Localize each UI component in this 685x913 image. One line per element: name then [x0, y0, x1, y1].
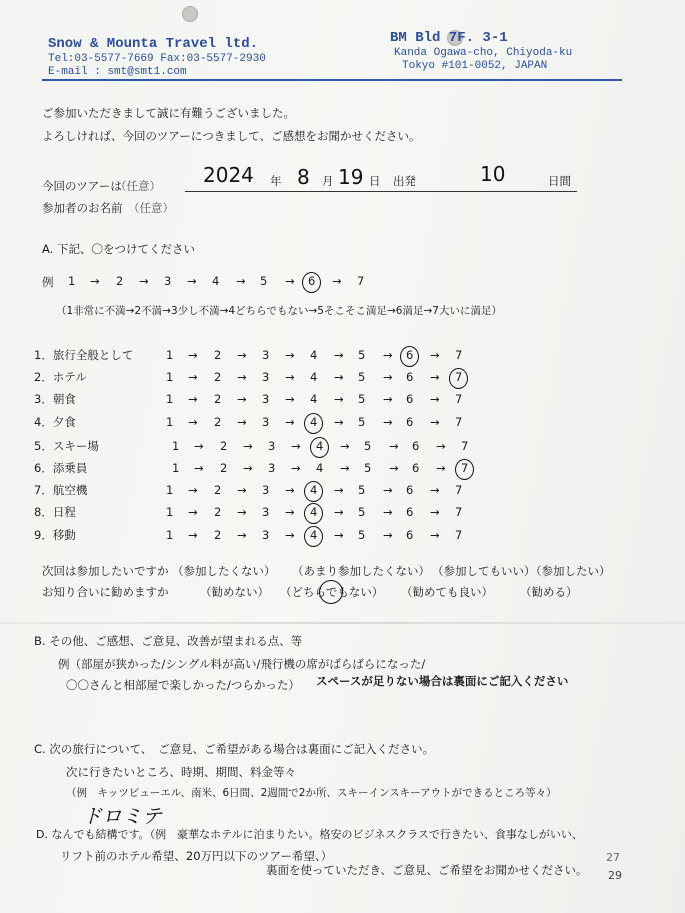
scale-arrow: → — [334, 348, 344, 362]
scale-option-1[interactable]: 1 — [166, 505, 174, 520]
scale-option-4[interactable]: 4 — [316, 438, 324, 453]
scale-arrow: → — [188, 348, 198, 362]
section-a-title: A. 下記、〇をつけてください — [42, 242, 195, 256]
scale-option-1[interactable]: 1 — [166, 483, 174, 498]
month-unit: 月 — [322, 174, 334, 188]
scale-option-6[interactable]: 6 — [308, 274, 316, 288]
scale-arrow: → — [383, 348, 393, 362]
days-unit: 日間 — [548, 174, 571, 188]
scale-option-3[interactable]: 3 — [268, 438, 276, 453]
scale-arrow: → — [430, 414, 440, 429]
name-optional: （任意） — [128, 201, 174, 215]
scale-option-4[interactable]: 4 — [310, 348, 318, 362]
scale-arrow: → — [383, 527, 393, 542]
scale-option-2[interactable]: 2 — [220, 461, 228, 475]
day-unit: 日 — [369, 174, 381, 188]
rating-scale-row — [166, 350, 476, 366]
selection-circle — [310, 437, 329, 458]
scale-option-2[interactable]: 2 — [214, 392, 222, 407]
scale-option-1[interactable]: 1 — [166, 392, 174, 407]
depart-label: 出発 — [393, 174, 416, 188]
scale-arrow: → — [188, 370, 198, 385]
scale-option-6[interactable]: 6 — [406, 348, 414, 362]
scale-option-2[interactable]: 2 — [116, 274, 124, 288]
scale-arrow: → — [194, 461, 204, 475]
scale-arrow: → — [188, 505, 198, 520]
scale-arrow: → — [383, 392, 393, 407]
company-phone: Tel:03-5577-7669 Fax:03-5577-2930 — [48, 53, 266, 65]
rating-scale-row — [166, 394, 476, 410]
rating-item-label: 5．スキー場 — [34, 438, 99, 453]
scale-arrow: → — [285, 370, 295, 385]
section-b-example-2: 〇〇さんと相部屋で楽しかった/つらかった） — [66, 678, 300, 692]
scale-arrow: → — [430, 505, 440, 520]
scale-arrow: → — [389, 438, 399, 453]
scale-option-7[interactable]: 7 — [455, 414, 463, 429]
company-building: BM Bld 7F. 3-1 — [390, 30, 508, 46]
scale-option-2[interactable]: 2 — [214, 483, 222, 498]
selection-circle — [304, 526, 323, 547]
scale-option-4[interactable]: 4 — [310, 392, 318, 407]
tour-year[interactable]: 2024 — [203, 163, 254, 187]
scale-option-1[interactable]: 1 — [68, 274, 76, 288]
scale-option-7[interactable]: 7 — [455, 392, 463, 407]
scale-arrow: → — [237, 527, 247, 542]
rating-item-label: 8．日程 — [34, 505, 76, 520]
rating-scale-row — [166, 527, 476, 546]
tour-day[interactable]: 19 — [338, 165, 364, 189]
header-rule — [42, 79, 622, 81]
scale-option-4[interactable]: 4 — [310, 527, 318, 542]
scale-option-5[interactable]: 5 — [364, 461, 372, 475]
scale-arrow: → — [334, 527, 344, 542]
year-unit: 年 — [270, 174, 282, 188]
scale-arrow: → — [188, 392, 198, 407]
scale-option-5[interactable]: 5 — [358, 370, 366, 385]
scale-arrow: → — [194, 438, 204, 453]
scale-arrow: → — [285, 414, 295, 429]
scale-arrow: → — [291, 438, 301, 453]
scale-arrow: → — [383, 370, 393, 385]
scale-arrow: → — [291, 461, 301, 475]
scale-option-6[interactable]: 6 — [412, 461, 420, 475]
selection-circle — [304, 481, 323, 502]
scale-arrow: → — [243, 461, 253, 475]
rating-item-label: 1．旅行全般として — [34, 348, 134, 362]
scale-option-5[interactable]: 5 — [358, 392, 366, 407]
selection-circle — [319, 580, 343, 604]
selection-circle — [304, 503, 323, 524]
scale-arrow: → — [285, 392, 295, 407]
scale-option-6[interactable]: 6 — [412, 438, 420, 453]
scale-option-3[interactable]: 3 — [262, 370, 270, 385]
scale-arrow: → — [334, 483, 344, 498]
scale-arrow: → — [340, 438, 350, 453]
section-b-title: B. その他、ご感想、ご意見、改善が望まれる点、等 — [34, 634, 303, 648]
scale-arrow: → — [389, 461, 399, 475]
scale-arrow: → — [340, 461, 350, 475]
scale-legend: （1非常に不満→2不満→3少し不満→4どちらでもない→5そこそこ満足→6満足→7大いに満足） — [56, 305, 502, 317]
scale-arrow: → — [237, 505, 247, 520]
scale-arrow: → — [383, 414, 393, 429]
scale-arrow: → — [430, 348, 440, 362]
option-want-join[interactable]: （参加したい） — [530, 564, 611, 578]
intro-line-2: よろしければ、今回のツアーにつきまして、ご感想をお聞かせください。 — [42, 129, 421, 143]
scale-arrow: → — [285, 483, 295, 498]
scale-option-5[interactable]: 5 — [358, 348, 366, 362]
scale-option-4[interactable]: 4 — [316, 461, 324, 475]
scale-arrow: → — [243, 438, 253, 453]
section-d-line-2: リフト前のホテル希望、20万円以下のツアー希望、） — [60, 849, 333, 863]
scale-option-6[interactable]: 6 — [406, 527, 414, 542]
page-mark-top: 27 — [606, 851, 620, 864]
tour-month[interactable]: 8 — [297, 165, 310, 189]
selection-circle — [400, 346, 419, 367]
scale-option-4[interactable]: 4 — [310, 370, 318, 385]
selection-circle — [304, 413, 323, 434]
scale-option-1[interactable]: 1 — [172, 438, 180, 453]
handwritten-destination[interactable]: ドロミテ — [82, 804, 162, 828]
scale-option-2[interactable]: 2 — [220, 438, 228, 453]
scale-option-7[interactable]: 7 — [455, 527, 463, 542]
rating-item-label: 7．航空機 — [34, 483, 88, 498]
tour-underline — [185, 191, 577, 192]
scale-arrow: → — [237, 348, 247, 362]
scale-arrow: → — [436, 438, 446, 453]
selection-circle — [455, 459, 474, 480]
scale-option-3[interactable]: 3 — [262, 527, 270, 542]
scale-arrow: → — [430, 392, 440, 407]
scale-arrow: → — [430, 483, 440, 498]
scale-arrow: → — [334, 370, 344, 385]
scale-arrow: → — [236, 274, 246, 288]
rating-scale-row — [166, 414, 476, 433]
scale-arrow: → — [139, 274, 149, 288]
scale-arrow: → — [237, 370, 247, 385]
company-name: Snow & Mounta Travel ltd. — [48, 36, 259, 52]
company-street: Kanda Ogawa-cho, Chiyoda-ku — [394, 47, 573, 59]
scale-option-7[interactable]: 7 — [455, 370, 463, 385]
scale-option-7[interactable]: 7 — [461, 461, 469, 475]
scale-option-2[interactable]: 2 — [214, 348, 222, 362]
scale-arrow: → — [383, 505, 393, 520]
scale-option-6[interactable]: 6 — [406, 414, 414, 429]
page-mark-bottom: 29 — [608, 869, 622, 882]
scale-option-5[interactable]: 5 — [364, 438, 372, 453]
example-scale — [68, 276, 368, 292]
option-may-recommend[interactable]: （勧めても良い） — [401, 585, 493, 599]
section-d-line-3: 裏面を使っていただき、ご意見、ご希望をお聞かせください。 — [266, 863, 588, 877]
rating-item-label: 2．ホテル — [34, 370, 87, 385]
scale-option-4[interactable]: 4 — [212, 274, 220, 288]
scale-option-7[interactable]: 7 — [455, 348, 463, 362]
rating-scale-row — [172, 463, 482, 479]
scale-option-5[interactable]: 5 — [358, 483, 366, 498]
rating-item-label: 4．夕食 — [34, 414, 76, 429]
rating-scale-row — [166, 507, 476, 523]
option-rather-not-join[interactable]: （あまり参加したくない） — [292, 564, 430, 578]
scale-option-3[interactable]: 3 — [164, 274, 172, 288]
tour-label: 今回のツアーは — [42, 179, 122, 193]
scale-option-7[interactable]: 7 — [455, 505, 463, 520]
scale-arrow: → — [285, 274, 295, 288]
scale-option-2[interactable]: 2 — [214, 414, 222, 429]
scale-arrow: → — [334, 414, 344, 429]
scale-option-6[interactable]: 6 — [406, 370, 414, 385]
scale-arrow: → — [430, 370, 440, 385]
scale-option-5[interactable]: 5 — [358, 527, 366, 542]
company-city: Tokyo #101-0052, JAPAN — [402, 60, 548, 72]
scale-option-1[interactable]: 1 — [166, 348, 174, 362]
scale-option-1[interactable]: 1 — [172, 461, 180, 475]
scale-option-3[interactable]: 3 — [262, 483, 270, 498]
scale-option-2[interactable]: 2 — [214, 505, 222, 520]
scale-option-6[interactable]: 6 — [406, 392, 414, 407]
scale-option-1[interactable]: 1 — [166, 370, 174, 385]
scale-arrow: → — [187, 274, 197, 288]
scale-arrow: → — [237, 392, 247, 407]
scale-option-3[interactable]: 3 — [262, 392, 270, 407]
scale-option-5[interactable]: 5 — [358, 505, 366, 520]
scale-option-4[interactable]: 4 — [310, 483, 318, 498]
scale-arrow: → — [188, 527, 198, 542]
scale-option-3[interactable]: 3 — [262, 505, 270, 520]
option-neutral[interactable]: （どちらでもない） — [280, 585, 384, 599]
scale-option-6[interactable]: 6 — [406, 483, 414, 498]
selection-circle — [449, 368, 468, 389]
recommend-question: お知り合いに勧めますか — [42, 585, 169, 599]
scale-option-7[interactable]: 7 — [455, 483, 463, 498]
scale-option-5[interactable]: 5 — [358, 414, 366, 429]
scale-option-2[interactable]: 2 — [214, 527, 222, 542]
scale-arrow: → — [237, 414, 247, 429]
scale-arrow: → — [332, 274, 342, 288]
name-label: 参加者のお名前 — [42, 201, 123, 215]
scale-option-1[interactable]: 1 — [166, 527, 174, 542]
scale-arrow: → — [90, 274, 100, 288]
scale-arrow: → — [383, 483, 393, 498]
scale-arrow: → — [285, 527, 295, 542]
scale-option-7[interactable]: 7 — [461, 438, 469, 453]
scale-option-2[interactable]: 2 — [214, 370, 222, 385]
scale-option-5[interactable]: 5 — [260, 274, 268, 288]
section-b-note: スペースが足りない場合は裏面にご記入ください — [316, 674, 569, 688]
option-not-join[interactable]: （参加したくない） — [172, 564, 276, 578]
section-c-line-1: 次に行きたいところ、時期、期間、料金等々 — [66, 765, 296, 779]
option-may-join[interactable]: （参加してもいい） — [432, 564, 536, 578]
section-c-line-2: （例 キッツビューエル、南米、6日間、2週間で2か所、スキーインスキーアウトができるところ等々） — [66, 787, 557, 799]
scale-arrow: → — [188, 483, 198, 498]
scale-arrow: → — [334, 392, 344, 407]
scale-option-4[interactable]: 4 — [310, 414, 318, 429]
intro-line-1: ご参加いただきまして誠に有難うございました。 — [42, 106, 295, 120]
scale-arrow: → — [430, 527, 440, 542]
section-b-example-1: 例（部屋が狭かった/シングル料が高い/飛行機の席がばらばらになった/ — [58, 657, 426, 671]
scale-arrow: → — [436, 461, 446, 475]
company-email: E-mail : smt@smt1.com — [48, 66, 187, 78]
punch-hole — [182, 6, 198, 22]
section-c-title: C. 次の旅行について、 ご意見、ご希望がある場合は裏面にご記入ください。 — [34, 742, 435, 756]
rating-scale-row — [166, 372, 476, 388]
scale-option-1[interactable]: 1 — [166, 414, 174, 429]
option-recommend[interactable]: （勧める） — [520, 585, 578, 599]
section-d-line-1: D. なんでも結構です。（例 豪華なホテルに泊まりたい。格安のビジネスクラスで行きたい、食事なしがいい、 — [36, 828, 583, 841]
rating-scale-row — [172, 438, 482, 457]
scale-arrow: → — [334, 505, 344, 520]
tour-optional: （任意） — [115, 179, 161, 193]
rating-item-label: 6．添乗員 — [34, 461, 88, 475]
scale-option-3[interactable]: 3 — [268, 461, 276, 475]
scale-option-7[interactable]: 7 — [357, 274, 365, 288]
rating-item-label: 3．朝食 — [34, 392, 76, 407]
rating-scale-row — [166, 485, 476, 501]
scale-arrow: → — [237, 483, 247, 498]
example-label: 例 — [42, 275, 54, 289]
scale-option-6[interactable]: 6 — [406, 505, 414, 520]
scale-arrow: → — [188, 414, 198, 429]
scale-arrow: → — [285, 505, 295, 520]
fold-line — [0, 622, 685, 624]
selection-circle — [302, 272, 321, 293]
option-not-recommend[interactable]: （勧めない） — [200, 585, 269, 599]
scale-arrow: → — [285, 348, 295, 362]
tour-days[interactable]: 10 — [480, 162, 506, 186]
scale-option-3[interactable]: 3 — [262, 348, 270, 362]
scale-option-3[interactable]: 3 — [262, 414, 270, 429]
next-time-question: 次回は参加したいですか — [42, 564, 169, 578]
rating-item-label: 9．移動 — [34, 527, 76, 542]
scale-option-4[interactable]: 4 — [310, 505, 318, 520]
